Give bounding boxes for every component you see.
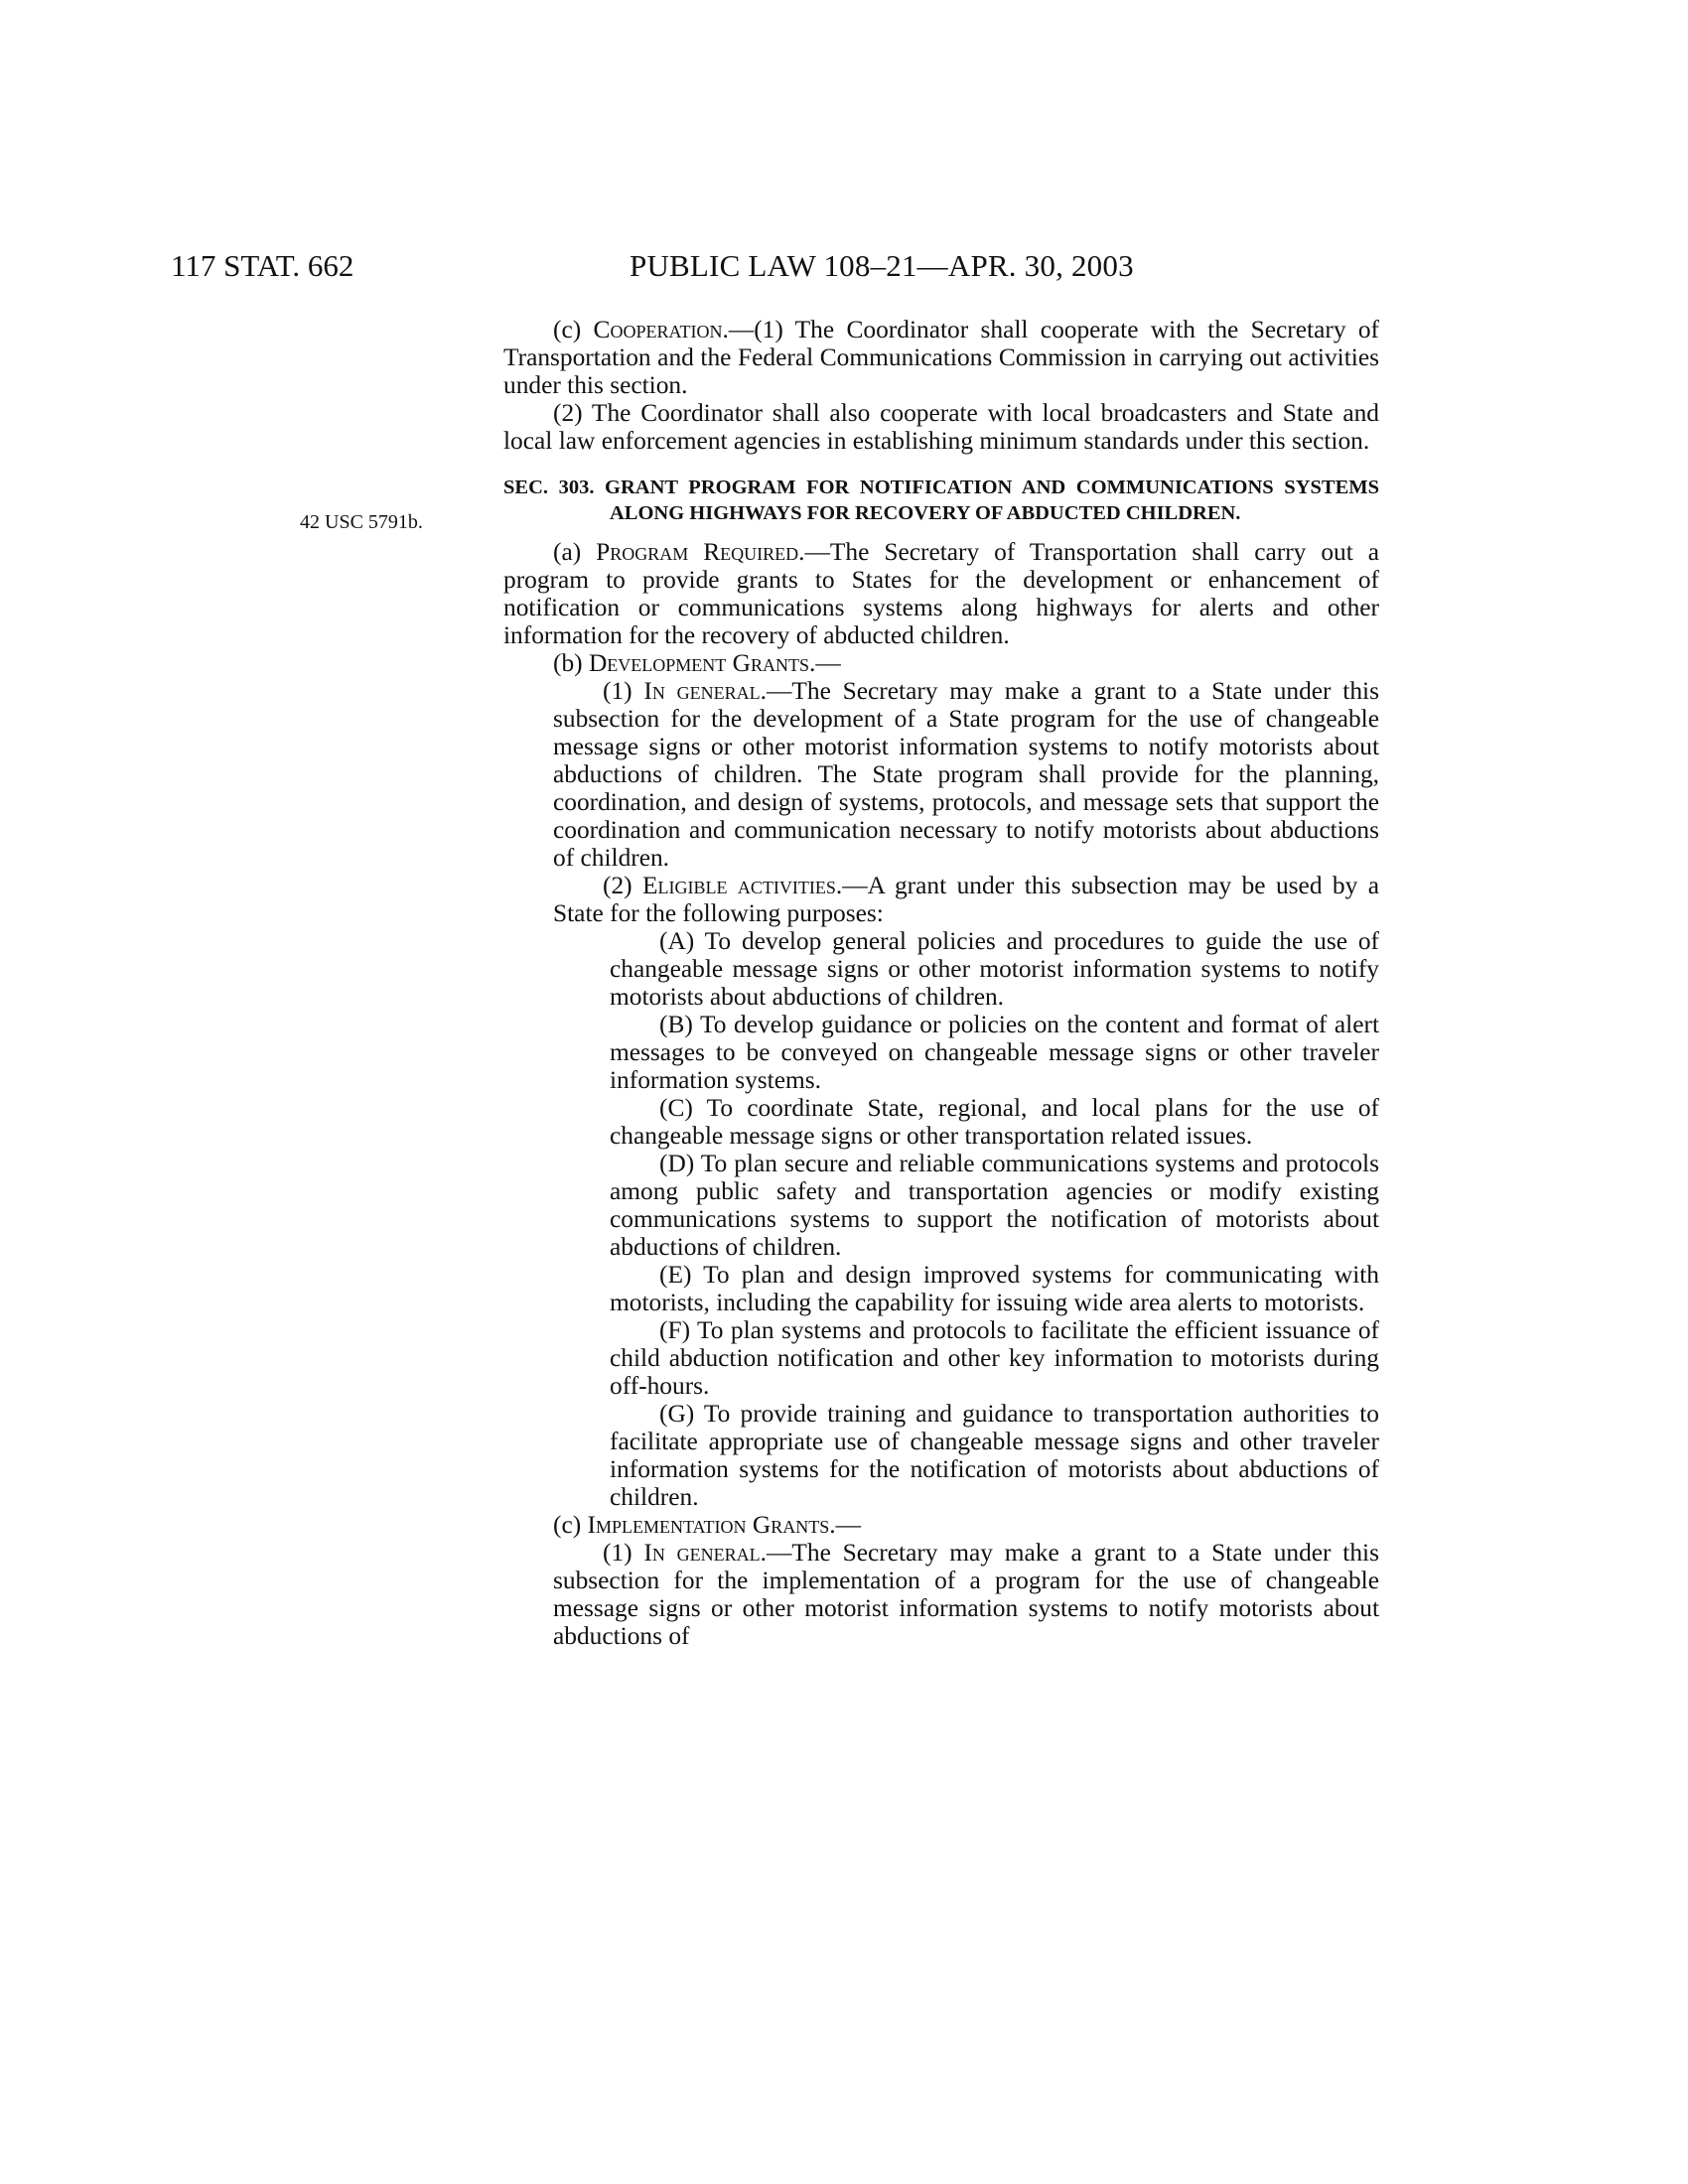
public-law-title: PUBLIC LAW 108–21—APR. 30, 2003 bbox=[630, 248, 1134, 283]
implementation-in-general-paragraph: (1) In general.—The Secretary may make a grant to a State under this subsection for the implementation of a program for the use of changeable message signs or other motorist information systems to notify motorists about abductions of bbox=[553, 1539, 1379, 1650]
cooperation-heading: Cooperation bbox=[593, 316, 723, 343]
list-item: (B) To develop guidance or policies on the content and format of alert messages to be conveyed on changeable message signs or other traveler information systems. bbox=[610, 1011, 1379, 1094]
list-item: (D) To plan secure and reliable communications systems and protocols among public safety and transportation agencies or modify existing communications systems to support the notification of motorists about abductions of children. bbox=[610, 1150, 1379, 1261]
cooperation-paragraph-1: (c) Cooperation.—(1) The Coordinator shall cooperate with the Secretary of Transportation and the Federal Communications Commission in carrying out activities under this section. bbox=[503, 316, 1379, 399]
development-in-general-paragraph: (1) In general.—The Secretary may make a grant to a State under this subsection for the development of a State program for the use of changeable message signs or other motorist information systems to notify motorists about abductions of children. The State program shall provide for the planning, coordination, and design of systems, protocols, and message sets that support the coordination and communication necessary to notify motorists about abductions of children. bbox=[553, 677, 1379, 872]
list-item: (A) To develop general policies and procedures to guide the use of changeable message signs or other motorist information systems to notify motorists about abductions of children. bbox=[610, 927, 1379, 1011]
section-heading: SEC. 303. GRANT PROGRAM FOR NOTIFICATION AND COMMUNICATIONS SYSTEMS ALONG HIGHWAYS FOR RECOVERY OF ABDUCTED CHILDREN. bbox=[503, 477, 1379, 524]
margin-citation: 42 USC 5791b. bbox=[300, 511, 423, 533]
implementation-grants-heading: (c) Implementation Grants.— bbox=[553, 1511, 861, 1539]
list-item: (E) To plan and design improved systems for communicating with motorists, including the capability for issuing wide area alerts to motorists. bbox=[610, 1261, 1379, 1316]
list-item: (C) To coordinate State, regional, and local plans for the use of changeable message signs or other transportation related issues. bbox=[610, 1094, 1379, 1150]
eligible-activities-paragraph: (2) Eligible activities.—A grant under this subsection may be used by a State for the following purposes: bbox=[553, 872, 1379, 927]
program-required-heading: Program Required bbox=[596, 538, 799, 566]
page-header bbox=[0, 246, 1688, 286]
stat-page-number: 117 STAT. 662 bbox=[171, 248, 354, 283]
program-required-paragraph: (a) Program Required.—The Secretary of Transportation shall carry out a program to provide grants to States for the development or enhancement of notification or communications systems along highways for alerts and other information for the recovery of abducted children. bbox=[503, 538, 1379, 649]
development-grants-subsection bbox=[503, 677, 1379, 927]
development-grants-heading: (b) Development Grants.— bbox=[553, 649, 841, 677]
cooperation-paragraph-2: (2) The Coordinator shall also cooperate with local broadcasters and State and local law enforcement agencies in establishing minimum standards under this section. bbox=[503, 399, 1379, 455]
list-item: (G) To provide training and guidance to transportation authorities to facilitate appropriate use of changeable message signs and other traveler information systems for the notification of motorists about abductions of children. bbox=[610, 1400, 1379, 1511]
list-item: (F) To plan systems and protocols to facilitate the efficient issuance of child abduction notification and other key information to motorists during off-hours. bbox=[610, 1316, 1379, 1400]
implementation-grants-subsection bbox=[503, 1539, 1379, 1650]
eligible-activities-list bbox=[503, 927, 1379, 1511]
statute-body bbox=[503, 316, 1379, 1650]
